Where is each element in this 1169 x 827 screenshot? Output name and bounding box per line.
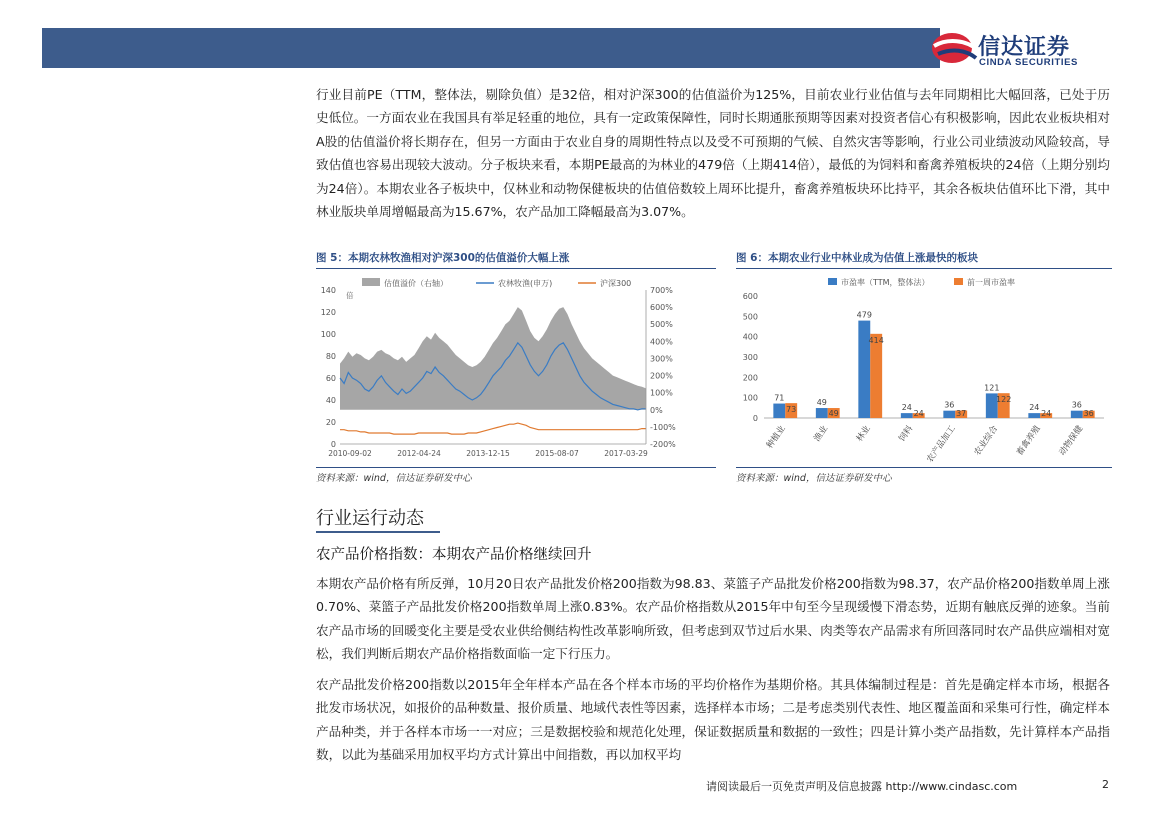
legend-premium-label: 估值溢价（右轴） <box>384 279 448 288</box>
section-rule <box>316 531 440 533</box>
bar-previous-value-label: 24 <box>913 409 924 418</box>
bar-current <box>773 404 785 418</box>
category-tick-label: 种植业 <box>764 423 788 451</box>
index-method-paragraph: 农产品批发价格200指数以2015年全年样本产品在各个样本市场的平均价格作为基期价格。其具体编制过程是：首先是确定样本市场，根据各批发市场状况，如报价的品种数量、报价质量、地域代表性等因素，选择样本市场；二是考虑类别代表性、地区覆盖面和采集可行性，确定样本产品种类，并于各样本市场一一对应；三是数据校验和规范化处理，保证数据质量和数据的一致性；四是计算小类产品指数，先计算样本产品指数，以此为基础采用加权平均方式计算出中间指数，再以加权平均 <box>316 677 1110 763</box>
category-tick-label: 农业综合 <box>972 423 1001 458</box>
left-tick-label: 100 <box>320 330 336 339</box>
figure5-title: 图 5：本期农林牧渔相对沪深300的估值溢价大幅上涨 <box>316 252 570 264</box>
page-number: 2 <box>1102 778 1109 791</box>
bar-previous-value-label: 24 <box>1041 409 1052 418</box>
legend-premium-swatch <box>362 278 380 286</box>
right-tick-label: -200% <box>650 440 676 449</box>
right-tick-label: 600% <box>650 303 673 313</box>
x-tick-label: 2010-09-02 <box>328 449 372 458</box>
category-tick-label: 农产品加工 <box>925 423 958 465</box>
bar-previous-value-label: 122 <box>996 395 1012 405</box>
right-tick-label: -100% <box>650 422 676 432</box>
legend-prev-label: 前一周市盈率 <box>967 278 1015 287</box>
right-tick-label: 500% <box>650 320 673 330</box>
left-tick-label: 20 <box>325 418 336 427</box>
x-tick-label: 2012-04-24 <box>397 449 441 458</box>
section-subtitle: 农产品价格指数：本期农产品价格继续回升 <box>316 547 592 563</box>
bar-previous <box>870 334 882 418</box>
left-tick-label: 120 <box>320 308 336 317</box>
bar-current-value-label: 71 <box>774 393 785 403</box>
category-tick-label: 畜禽养殖 <box>1015 423 1043 458</box>
right-tick-label: 100% <box>650 388 673 398</box>
x-tick-label: 2017-03-29 <box>604 449 648 458</box>
figure6-title: 图 6：本期农业行业中林业成为估值上涨最快的板块 <box>736 252 978 264</box>
bar-current-value-label: 24 <box>1029 403 1040 413</box>
bar-current <box>816 408 828 418</box>
left-tick-label: 80 <box>325 352 336 361</box>
y-tick-label: 500 <box>742 312 758 322</box>
category-tick-label: 动物保健 <box>1057 423 1086 458</box>
bar-previous-value-label: 414 <box>868 335 884 345</box>
category-tick-label: 饲料 <box>897 423 916 444</box>
right-tick-label: 200% <box>650 371 673 381</box>
figure6-rule <box>736 268 1112 269</box>
y-tick-label: 200 <box>742 373 758 383</box>
price-index-paragraph: 本期农产品价格有所反弹，10月20日农产品批发价格200指数为98.83、菜篮子产品批发价格200指数为98.37，农产品价格200指数单周上涨0.70%、菜篮子产品批发价格200指数单周上涨0.83%。农产品价格指数从2015年中旬至今呈现缓慢下滑态势，近期有触底反弹的迹象。当前农产品市场的回暖变化主要是受农业供给侧结构性改革影响所致，但考虑到双节过后水果、肉类等农产品需求有所回落同时农产品供应端相对宽松，我们判断后期农产品价格指数面临一定下行压力。 <box>316 576 1110 662</box>
footer-disclaimer: 请阅读最后一页免责声明及信息披露 http://www.cindasc.com <box>706 780 1018 793</box>
subsector-pe-chart <box>736 272 1112 466</box>
section-title: 行业运行动态 <box>316 508 424 529</box>
figure5-bottom-rule <box>316 467 716 468</box>
logo-chinese-text: 信达证券 <box>978 35 1071 60</box>
header-bar <box>42 28 940 68</box>
bar-current-value-label: 121 <box>984 383 1000 393</box>
legend-current-swatch <box>828 278 837 285</box>
bar-current <box>943 411 955 418</box>
premium-area <box>340 307 646 410</box>
bar-current-value-label: 36 <box>944 400 955 410</box>
legend-current-label: 市盈率（TTM，整体法） <box>841 278 930 287</box>
y-tick-label: 300 <box>742 353 758 362</box>
left-tick-label: 40 <box>325 396 336 405</box>
legend-agri-label: 农林牧渔(申万) <box>498 279 553 288</box>
right-tick-label: 700% <box>650 286 673 295</box>
figure6-source: 资料来源：wind，信达证券研发中心 <box>736 473 892 484</box>
category-tick-label: 林业 <box>854 423 873 444</box>
y-tick-label: 400 <box>742 332 758 342</box>
hs300-pe-line <box>340 423 646 434</box>
left-tick-label: 140 <box>320 286 336 295</box>
y-tick-label: 600 <box>742 292 758 301</box>
right-tick-label: 400% <box>650 337 673 347</box>
legend-hs300-label: 沪深300 <box>600 279 632 288</box>
figure6-bottom-rule <box>736 467 1112 468</box>
bar-current-value-label: 36 <box>1071 400 1082 410</box>
figure5-source: 资料来源：wind，信达证券研发中心 <box>316 473 472 484</box>
bar-current <box>1071 411 1083 418</box>
bar-current <box>901 413 913 418</box>
bar-previous-value-label: 49 <box>828 409 839 418</box>
left-tick-label: 0 <box>330 440 336 449</box>
logo-english-text: CINDA SECURITIES <box>979 57 1078 68</box>
x-tick-label: 2015-08-07 <box>535 449 579 458</box>
legend-prev-swatch <box>954 278 963 285</box>
figure5-rule <box>316 268 716 269</box>
bar-previous-value-label: 36 <box>1083 409 1094 418</box>
right-tick-label: 0% <box>650 405 663 415</box>
category-tick-label: 渔业 <box>812 423 831 444</box>
left-tick-label: 60 <box>325 374 336 383</box>
x-tick-label: 2013-12-15 <box>466 449 510 458</box>
bar-current-value-label: 479 <box>856 310 872 320</box>
bar-current-value-label: 49 <box>816 398 827 408</box>
left-axis-unit: 倍 <box>346 291 354 300</box>
right-tick-label: 300% <box>650 354 673 364</box>
bar-current-value-label: 24 <box>901 403 912 413</box>
y-tick-label: 0 <box>752 414 758 423</box>
bar-previous-value-label: 37 <box>956 409 967 418</box>
valuation-premium-chart <box>316 272 716 466</box>
bar-current <box>1028 413 1040 418</box>
valuation-paragraph: 行业目前PE（TTM，整体法，剔除负值）是32倍，相对沪深300的估值溢价为125%，目前农业行业估值与去年同期相比大幅回落，已处于历史低位。一方面农业在我国具有举足轻重的地位，具有一定政策保障性，同时长期通胀预期等因素对投资者信心有积极影响，因此农业板块相对A股的估值溢价将长期存在，但另一方面由于农业自身的周期性特点以及受不可预期的气候、自然灾害等影响，行业公司业绩波动风险较高，导致估值也容易出现较大波动。分子板块来看，本期PE最高的为林业的479倍（上期414倍），最低的为饲料和畜禽养殖板块的24倍（上期分别均为24倍）。本期农业各子板块中，仅林业和动物保健板块的估值倍数较上周环比提升，畜禽养殖板块环比持平，其余各板块估值环比下滑，其中林业版块单周增幅最高为15.67%，农产品加工降幅最高为3.07%。 <box>316 87 1110 220</box>
bar-previous-value-label: 73 <box>786 405 797 415</box>
y-tick-label: 100 <box>742 393 758 403</box>
